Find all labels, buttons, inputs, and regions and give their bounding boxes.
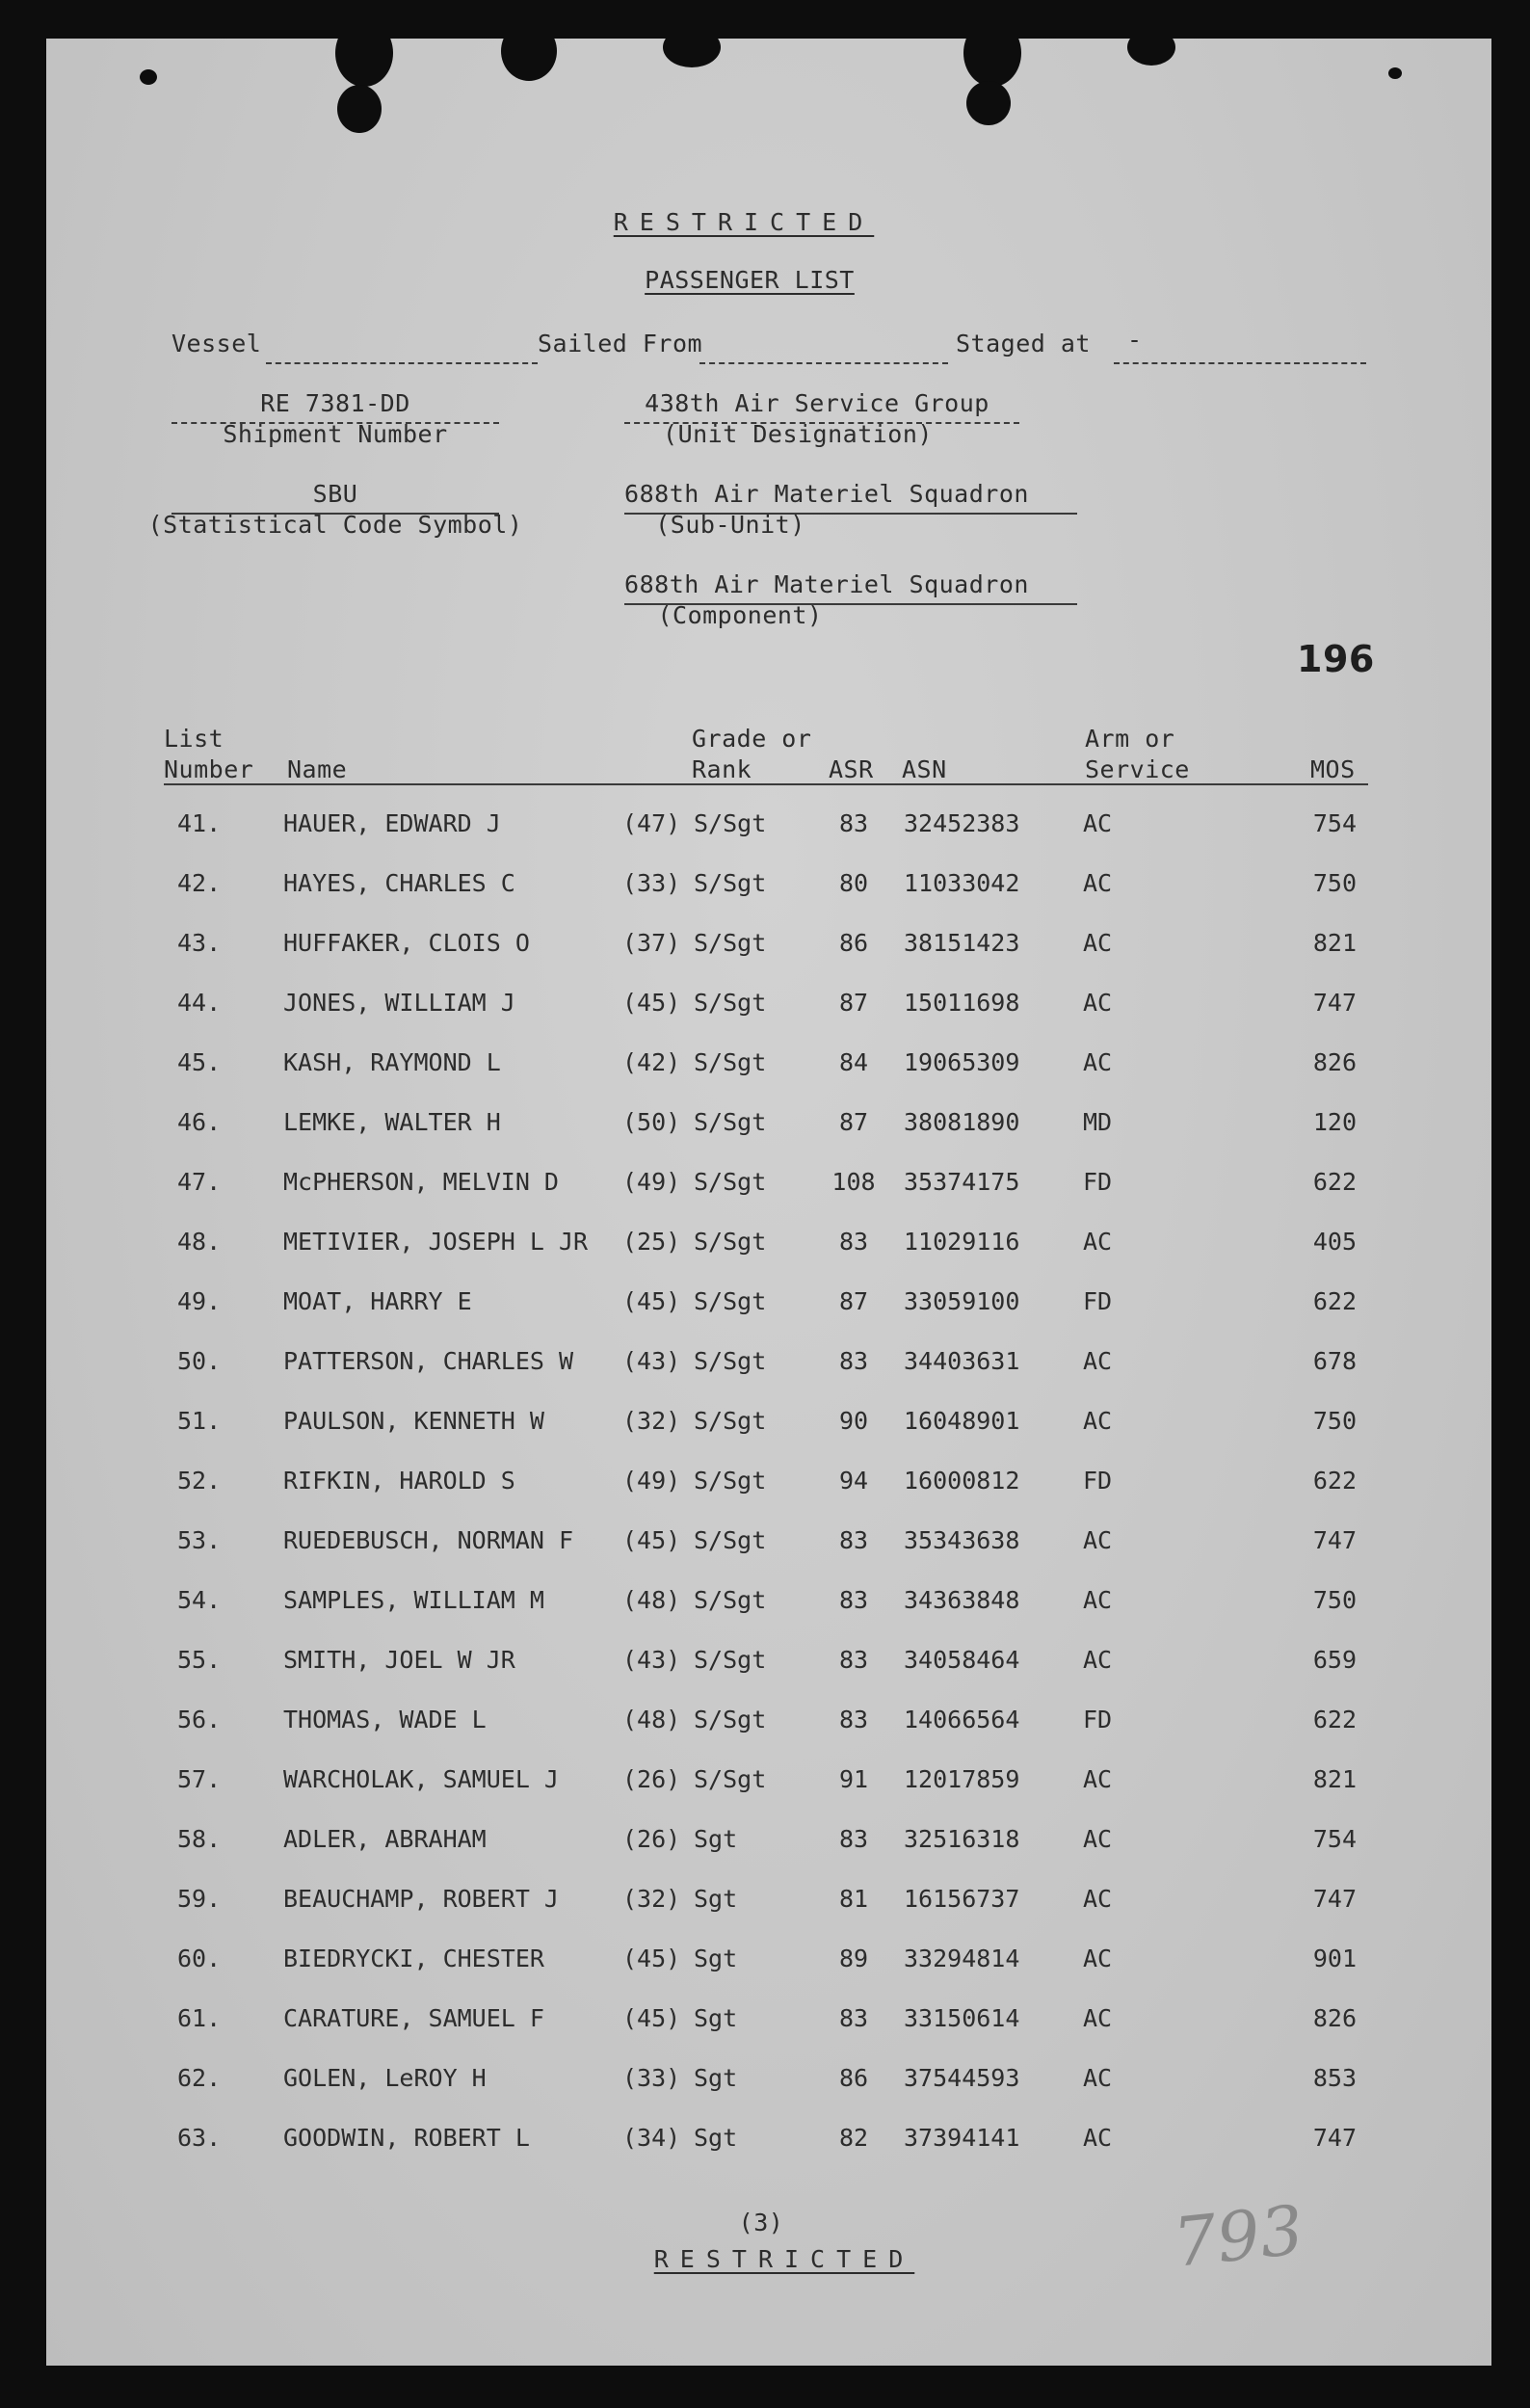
staged-at-line xyxy=(1114,362,1366,364)
mos: 853 xyxy=(1312,2064,1357,2092)
list-number: 54. xyxy=(177,1586,222,1614)
asr: 83 xyxy=(838,2004,869,2032)
passenger-age: (43) xyxy=(622,1347,681,1375)
list-number: 44. xyxy=(177,989,222,1017)
sub-unit-value: 688th Air Materiel Squadron xyxy=(624,480,1029,508)
passenger-age: (34) xyxy=(622,2124,681,2152)
mos: 622 xyxy=(1312,1168,1357,1196)
arm-service: FD xyxy=(1083,1287,1113,1315)
code-symbol-value: SBU xyxy=(312,480,358,508)
grade: Sgt xyxy=(694,2124,738,2152)
passenger-name: PATTERSON, CHARLES W xyxy=(283,1347,574,1375)
mos: 821 xyxy=(1312,1765,1357,1793)
grade: S/Sgt xyxy=(694,809,767,837)
table-row xyxy=(46,809,1491,848)
header-grade: Grade or xyxy=(692,725,812,753)
table-row xyxy=(46,1228,1491,1266)
list-number: 46. xyxy=(177,1108,222,1136)
passenger-name: BIEDRYCKI, CHESTER xyxy=(283,1945,544,1972)
asr: 94 xyxy=(838,1467,869,1495)
grade: S/Sgt xyxy=(694,1646,767,1674)
passenger-name: MOAT, HARRY E xyxy=(283,1287,472,1315)
mos: 754 xyxy=(1312,1825,1357,1853)
component-value: 688th Air Materiel Squadron xyxy=(624,570,1029,598)
restricted-footer: RESTRICTED xyxy=(653,2245,915,2273)
asr: 84 xyxy=(838,1048,869,1076)
passenger-name: WARCHOLAK, SAMUEL J xyxy=(283,1765,559,1793)
header-asn: ASN xyxy=(902,755,947,783)
asr: 83 xyxy=(838,1825,869,1853)
arm-service: AC xyxy=(1083,1586,1113,1614)
table-row xyxy=(46,2124,1491,2162)
mos: 901 xyxy=(1312,1945,1357,1972)
punch-hole xyxy=(1388,67,1402,79)
mos: 754 xyxy=(1312,809,1357,837)
punch-hole xyxy=(1127,39,1175,66)
arm-service: AC xyxy=(1083,869,1113,897)
passenger-age: (48) xyxy=(622,1586,681,1614)
grade: Sgt xyxy=(694,1825,738,1853)
list-number: 42. xyxy=(177,869,222,897)
asr: 83 xyxy=(838,1347,869,1375)
mos: 826 xyxy=(1312,2004,1357,2032)
arm-service: AC xyxy=(1083,1526,1113,1554)
asr: 83 xyxy=(838,1586,869,1614)
sailed-from-line xyxy=(699,362,948,364)
code-symbol-label: (Statistical Code Symbol) xyxy=(147,511,523,539)
table-row xyxy=(46,1347,1491,1386)
arm-service: AC xyxy=(1083,1646,1113,1674)
passenger-age: (45) xyxy=(622,1945,681,1972)
punch-hole xyxy=(966,81,1011,125)
passenger-name: THOMAS, WADE L xyxy=(283,1706,487,1733)
grade: S/Sgt xyxy=(694,1347,767,1375)
asn: 33150614 xyxy=(904,2004,1020,2032)
mos: 678 xyxy=(1312,1347,1357,1375)
page-stamp: 196 xyxy=(1297,638,1375,680)
mos: 120 xyxy=(1312,1108,1357,1136)
passenger-age: (33) xyxy=(622,869,681,897)
list-number: 53. xyxy=(177,1526,222,1554)
list-number: 43. xyxy=(177,929,222,957)
list-number: 58. xyxy=(177,1825,222,1853)
asr: 89 xyxy=(838,1945,869,1972)
component-label: (Component) xyxy=(657,601,823,629)
passenger-age: (45) xyxy=(622,1526,681,1554)
table-row xyxy=(46,1526,1491,1565)
mos: 622 xyxy=(1312,1467,1357,1495)
list-number: 61. xyxy=(177,2004,222,2032)
asn: 35343638 xyxy=(904,1526,1020,1554)
list-number: 49. xyxy=(177,1287,222,1315)
asn: 11029116 xyxy=(904,1228,1020,1256)
mos: 747 xyxy=(1312,989,1357,1017)
vessel-line xyxy=(266,362,538,364)
arm-service: AC xyxy=(1083,809,1113,837)
passenger-name: HAUER, EDWARD J xyxy=(283,809,501,837)
table-row xyxy=(46,1825,1491,1864)
asr: 83 xyxy=(838,1706,869,1733)
passenger-age: (32) xyxy=(622,1885,681,1913)
list-number: 62. xyxy=(177,2064,222,2092)
punch-hole xyxy=(335,39,393,87)
grade: S/Sgt xyxy=(694,929,767,957)
asn: 34403631 xyxy=(904,1347,1020,1375)
passenger-age: (33) xyxy=(622,2064,681,2092)
arm-service: AC xyxy=(1083,1347,1113,1375)
grade: S/Sgt xyxy=(694,869,767,897)
grade: Sgt xyxy=(694,2004,738,2032)
table-row xyxy=(46,929,1491,967)
mos: 826 xyxy=(1312,1048,1357,1076)
table-row xyxy=(46,1885,1491,1923)
list-number: 50. xyxy=(177,1347,222,1375)
vessel-label: Vessel xyxy=(171,330,262,357)
table-row xyxy=(46,989,1491,1027)
pencil-annotation: 793 xyxy=(1170,2190,1308,2283)
arm-service: AC xyxy=(1083,1407,1113,1435)
arm-service: AC xyxy=(1083,2064,1113,2092)
asr: 108 xyxy=(831,1168,876,1196)
passenger-age: (48) xyxy=(622,1706,681,1733)
punch-hole xyxy=(663,39,721,67)
asn: 16048901 xyxy=(904,1407,1020,1435)
passenger-age: (45) xyxy=(622,989,681,1017)
table-row xyxy=(46,869,1491,908)
passenger-age: (49) xyxy=(622,1467,681,1495)
list-number: 56. xyxy=(177,1706,222,1733)
asr: 86 xyxy=(838,2064,869,2092)
asn: 16000812 xyxy=(904,1467,1020,1495)
arm-service: FD xyxy=(1083,1168,1113,1196)
passenger-name: SMITH, JOEL W JR xyxy=(283,1646,515,1674)
mos: 659 xyxy=(1312,1646,1357,1674)
asr: 83 xyxy=(838,1228,869,1256)
asn: 33294814 xyxy=(904,1945,1020,1972)
passenger-age: (42) xyxy=(622,1048,681,1076)
staged-at-label: Staged at xyxy=(956,330,1091,357)
list-number: 51. xyxy=(177,1407,222,1435)
arm-service: AC xyxy=(1083,2124,1113,2152)
asn: 35374175 xyxy=(904,1168,1020,1196)
asn: 32516318 xyxy=(904,1825,1020,1853)
passenger-name: RIFKIN, HAROLD S xyxy=(283,1467,515,1495)
sailed-from-label: Sailed From xyxy=(538,330,703,357)
grade: S/Sgt xyxy=(694,1526,767,1554)
grade: S/Sgt xyxy=(694,1108,767,1136)
asr: 80 xyxy=(838,869,869,897)
mos: 747 xyxy=(1312,1885,1357,1913)
punch-hole xyxy=(337,85,382,133)
asn: 32452383 xyxy=(904,809,1020,837)
passenger-name: GOLEN, LeROY H xyxy=(283,2064,487,2092)
arm-service: AC xyxy=(1083,2004,1113,2032)
passenger-name: LEMKE, WALTER H xyxy=(283,1108,501,1136)
table-row xyxy=(46,1646,1491,1684)
header-name: Name xyxy=(287,755,348,783)
passenger-age: (47) xyxy=(622,809,681,837)
asr: 83 xyxy=(838,1526,869,1554)
unit-designation-value: 438th Air Service Group xyxy=(645,389,989,417)
passenger-age: (32) xyxy=(622,1407,681,1435)
grade: Sgt xyxy=(694,1885,738,1913)
sub-unit-label: (Sub-Unit) xyxy=(655,511,805,539)
header-asr: ASR xyxy=(829,755,874,783)
arm-service: AC xyxy=(1083,929,1113,957)
arm-service: FD xyxy=(1083,1467,1113,1495)
asn: 16156737 xyxy=(904,1885,1020,1913)
asr: 87 xyxy=(838,1108,869,1136)
list-number: 57. xyxy=(177,1765,222,1793)
header-arm: Arm or xyxy=(1085,725,1175,753)
table-row xyxy=(46,1108,1491,1147)
list-number: 47. xyxy=(177,1168,222,1196)
asn: 19065309 xyxy=(904,1048,1020,1076)
asr: 83 xyxy=(838,809,869,837)
asn: 14066564 xyxy=(904,1706,1020,1733)
passenger-age: (45) xyxy=(622,2004,681,2032)
passenger-age: (45) xyxy=(622,1287,681,1315)
page-number: (3) xyxy=(738,2209,784,2236)
table-row xyxy=(46,1407,1491,1445)
asn: 37394141 xyxy=(904,2124,1020,2152)
table-row xyxy=(46,1287,1491,1326)
passenger-name: SAMPLES, WILLIAM M xyxy=(283,1586,544,1614)
header-service: Service xyxy=(1085,755,1190,783)
punch-hole xyxy=(501,39,557,81)
passenger-name: JONES, WILLIAM J xyxy=(283,989,515,1017)
mos: 747 xyxy=(1312,1526,1357,1554)
table-row xyxy=(46,2004,1491,2043)
arm-service: FD xyxy=(1083,1706,1113,1733)
shipment-number-value: RE 7381-DD xyxy=(260,389,410,417)
arm-service: AC xyxy=(1083,1228,1113,1256)
grade: S/Sgt xyxy=(694,1228,767,1256)
restricted-heading: RESTRICTED xyxy=(613,208,875,236)
asr: 91 xyxy=(838,1765,869,1793)
grade: S/Sgt xyxy=(694,1407,767,1435)
passenger-name: HAYES, CHARLES C xyxy=(283,869,515,897)
table-row xyxy=(46,1765,1491,1804)
header-number: Number xyxy=(164,755,254,783)
document-title: PASSENGER LIST xyxy=(645,266,855,294)
passenger-name: BEAUCHAMP, ROBERT J xyxy=(283,1885,559,1913)
asn: 34058464 xyxy=(904,1646,1020,1674)
table-row xyxy=(46,2064,1491,2103)
list-number: 60. xyxy=(177,1945,222,1972)
passenger-name: GOODWIN, ROBERT L xyxy=(283,2124,530,2152)
asr: 81 xyxy=(838,1885,869,1913)
table-row xyxy=(46,1168,1491,1206)
asn: 38081890 xyxy=(904,1108,1020,1136)
table-row xyxy=(46,1586,1491,1625)
header-rank: Rank xyxy=(692,755,752,783)
header-list: List xyxy=(164,725,224,753)
mos: 405 xyxy=(1312,1228,1357,1256)
asn: 15011698 xyxy=(904,989,1020,1017)
punch-hole xyxy=(140,69,157,85)
passenger-name: KASH, RAYMOND L xyxy=(283,1048,501,1076)
list-number: 48. xyxy=(177,1228,222,1256)
asn: 12017859 xyxy=(904,1765,1020,1793)
arm-service: AC xyxy=(1083,1765,1113,1793)
asn: 37544593 xyxy=(904,2064,1020,2092)
asr: 83 xyxy=(838,1646,869,1674)
passenger-age: (26) xyxy=(622,1765,681,1793)
table-row xyxy=(46,1048,1491,1087)
document-page xyxy=(46,39,1491,2366)
asn: 34363848 xyxy=(904,1586,1020,1614)
passenger-age: (37) xyxy=(622,929,681,957)
list-number: 63. xyxy=(177,2124,222,2152)
list-number: 59. xyxy=(177,1885,222,1913)
arm-service: AC xyxy=(1083,1885,1113,1913)
passenger-name: ADLER, ABRAHAM xyxy=(283,1825,487,1853)
mos: 750 xyxy=(1312,1586,1357,1614)
grade: S/Sgt xyxy=(694,989,767,1017)
table-row xyxy=(46,1467,1491,1505)
grade: S/Sgt xyxy=(694,1765,767,1793)
grade: S/Sgt xyxy=(694,1467,767,1495)
arm-service: AC xyxy=(1083,989,1113,1017)
passenger-name: PAULSON, KENNETH W xyxy=(283,1407,544,1435)
header-rule xyxy=(164,783,1368,785)
asr: 87 xyxy=(838,989,869,1017)
mos: 622 xyxy=(1312,1706,1357,1733)
asn: 11033042 xyxy=(904,869,1020,897)
passenger-age: (26) xyxy=(622,1825,681,1853)
punch-hole xyxy=(963,39,1021,87)
mos: 750 xyxy=(1312,1407,1357,1435)
passenger-name: McPHERSON, MELVIN D xyxy=(283,1168,559,1196)
mos: 750 xyxy=(1312,869,1357,897)
mos: 747 xyxy=(1312,2124,1357,2152)
mos: 821 xyxy=(1312,929,1357,957)
asr: 87 xyxy=(838,1287,869,1315)
grade: S/Sgt xyxy=(694,1048,767,1076)
arm-service: AC xyxy=(1083,1945,1113,1972)
grade: S/Sgt xyxy=(694,1706,767,1733)
passenger-age: (43) xyxy=(622,1646,681,1674)
passenger-name: METIVIER, JOSEPH L JR xyxy=(283,1228,589,1256)
list-number: 52. xyxy=(177,1467,222,1495)
list-number: 45. xyxy=(177,1048,222,1076)
asn: 33059100 xyxy=(904,1287,1020,1315)
list-number: 55. xyxy=(177,1646,222,1674)
passenger-age: (50) xyxy=(622,1108,681,1136)
grade: S/Sgt xyxy=(694,1287,767,1315)
staged-at-value: - xyxy=(1127,326,1143,354)
asn: 38151423 xyxy=(904,929,1020,957)
list-number: 41. xyxy=(177,809,222,837)
asr: 82 xyxy=(838,2124,869,2152)
arm-service: AC xyxy=(1083,1825,1113,1853)
asr: 90 xyxy=(838,1407,869,1435)
passenger-name: HUFFAKER, CLOIS O xyxy=(283,929,530,957)
grade: S/Sgt xyxy=(694,1586,767,1614)
header-mos: MOS xyxy=(1310,755,1356,783)
table-row xyxy=(46,1945,1491,1983)
passenger-name: CARATURE, SAMUEL F xyxy=(283,2004,544,2032)
passenger-age: (25) xyxy=(622,1228,681,1256)
grade: Sgt xyxy=(694,1945,738,1972)
arm-service: AC xyxy=(1083,1048,1113,1076)
grade: Sgt xyxy=(694,2064,738,2092)
passenger-name: RUEDEBUSCH, NORMAN F xyxy=(283,1526,574,1554)
asr: 86 xyxy=(838,929,869,957)
shipment-number-label: Shipment Number xyxy=(223,420,448,448)
arm-service: MD xyxy=(1083,1108,1113,1136)
mos: 622 xyxy=(1312,1287,1357,1315)
unit-designation-label: (Unit Designation) xyxy=(663,420,933,448)
passenger-age: (49) xyxy=(622,1168,681,1196)
table-row xyxy=(46,1706,1491,1744)
grade: S/Sgt xyxy=(694,1168,767,1196)
